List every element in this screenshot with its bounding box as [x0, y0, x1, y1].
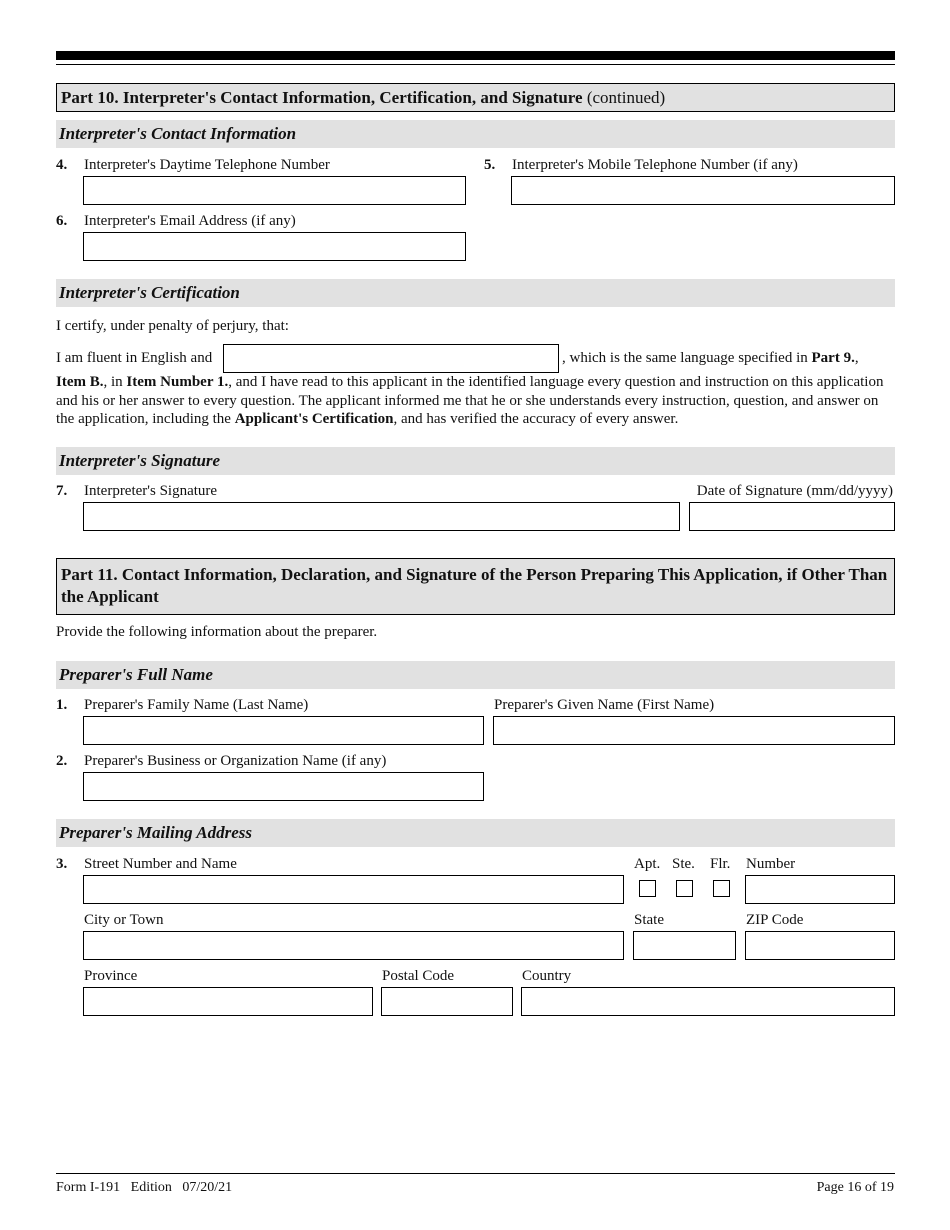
street-field[interactable]	[83, 875, 624, 904]
footer-page-number: Page 16 of 19	[816, 1180, 894, 1195]
applicant-cert-ref: Applicant's Certification	[234, 411, 394, 427]
flr-label: Flr.	[710, 856, 731, 872]
apt-checkbox[interactable]	[639, 880, 656, 897]
para-end: , and has verified the accuracy of every answer.	[393, 411, 679, 427]
flr-checkbox[interactable]	[713, 880, 730, 897]
item-number-ref: Item Number 1.	[126, 374, 229, 390]
q4-label: Interpreter's Daytime Telephone Number	[84, 157, 330, 173]
q1-number: 1.	[56, 697, 68, 713]
comma: ,	[854, 350, 859, 366]
postal-code-label: Postal Code	[382, 968, 455, 984]
part9-ref: Part 9.	[811, 350, 855, 366]
footer-rule	[56, 1173, 895, 1174]
zip-field[interactable]	[745, 931, 895, 960]
part10-title: Part 10. Interpreter's Contact Information, Certification, and Signature	[61, 88, 583, 107]
para-rest: , and I have read to this applicant in the identified language every question and instruction on this application and his or her answer to every question. The applicant informed me that he or she understands every instruction, question, and answer on the application, including the	[56, 374, 884, 427]
footer-form-id: Form I-191 Edition 07/20/21	[56, 1180, 233, 1195]
preparer-given-name-field[interactable]	[493, 716, 895, 745]
certification-paragraph	[56, 373, 895, 429]
number-label: Number	[746, 856, 796, 872]
q7-label: Interpreter's Signature	[84, 483, 218, 499]
province-field[interactable]	[83, 987, 373, 1016]
q3-number: 3.	[56, 856, 68, 872]
family-name-label: Preparer's Family Name (Last Name)	[84, 697, 309, 713]
city-field[interactable]	[83, 931, 624, 960]
part11-title: Part 11. Contact Information, Declaration, and Signature of the Person Preparing This Application, if Other Than the Applicant	[61, 565, 888, 606]
province-label: Province	[84, 968, 138, 984]
part10-continued: (continued)	[582, 88, 666, 107]
interpreter-signature-field[interactable]	[83, 502, 680, 531]
q7-number: 7.	[56, 483, 68, 499]
postal-code-field[interactable]	[381, 987, 513, 1016]
business-name-label: Preparer's Business or Organization Name (if any)	[84, 753, 387, 769]
section-interpreter-signature: Interpreter's Signature	[56, 447, 895, 475]
item-b-ref: Item B.	[56, 374, 104, 390]
part10-header	[56, 83, 895, 112]
preparer-business-name-field[interactable]	[83, 772, 484, 801]
ste-label: Ste.	[672, 856, 695, 872]
interpreter-mobile-phone-field[interactable]	[511, 176, 895, 205]
ste-checkbox[interactable]	[676, 880, 693, 897]
q6-number: 6.	[56, 213, 68, 229]
part11-header	[56, 558, 895, 615]
country-field[interactable]	[521, 987, 895, 1016]
q2-number: 2.	[56, 753, 68, 769]
q6-label: Interpreter's Email Address (if any)	[84, 213, 296, 229]
section-interpreter-certification: Interpreter's Certification	[56, 279, 895, 307]
interpreter-signature-date-field[interactable]	[689, 502, 895, 531]
top-rule-thin	[56, 64, 895, 65]
apt-label: Apt.	[634, 856, 661, 872]
zip-label: ZIP Code	[746, 912, 804, 928]
city-label: City or Town	[84, 912, 164, 928]
interpreter-daytime-phone-field[interactable]	[83, 176, 466, 205]
fluent-suffix: , which is the same language specified in	[562, 350, 812, 366]
section-preparer-mailing-address: Preparer's Mailing Address	[56, 819, 895, 847]
q5-number: 5.	[484, 157, 496, 173]
preparer-intro: Provide the following information about the preparer.	[56, 624, 378, 640]
in-text: , in	[103, 374, 127, 390]
interpreter-email-field[interactable]	[83, 232, 466, 261]
q4-number: 4.	[56, 157, 68, 173]
section-preparer-full-name: Preparer's Full Name	[56, 661, 895, 689]
q5-label: Interpreter's Mobile Telephone Number (if any)	[512, 157, 798, 173]
preparer-family-name-field[interactable]	[83, 716, 484, 745]
fluent-prefix: I am fluent in English and	[56, 350, 213, 366]
given-name-label: Preparer's Given Name (First Name)	[494, 697, 715, 713]
state-field[interactable]	[633, 931, 736, 960]
country-label: Country	[522, 968, 572, 984]
interpreter-language-field[interactable]	[223, 344, 559, 373]
section-interpreter-contact: Interpreter's Contact Information	[56, 120, 895, 148]
unit-number-field[interactable]	[745, 875, 895, 904]
fluent-suffix-line	[562, 350, 859, 367]
top-rule-thick	[56, 51, 895, 60]
certify-statement: I certify, under penalty of perjury, that:	[56, 318, 289, 334]
street-label: Street Number and Name	[84, 856, 237, 872]
state-label: State	[634, 912, 664, 928]
signature-date-label: Date of Signature (mm/dd/yyyy)	[696, 483, 893, 499]
